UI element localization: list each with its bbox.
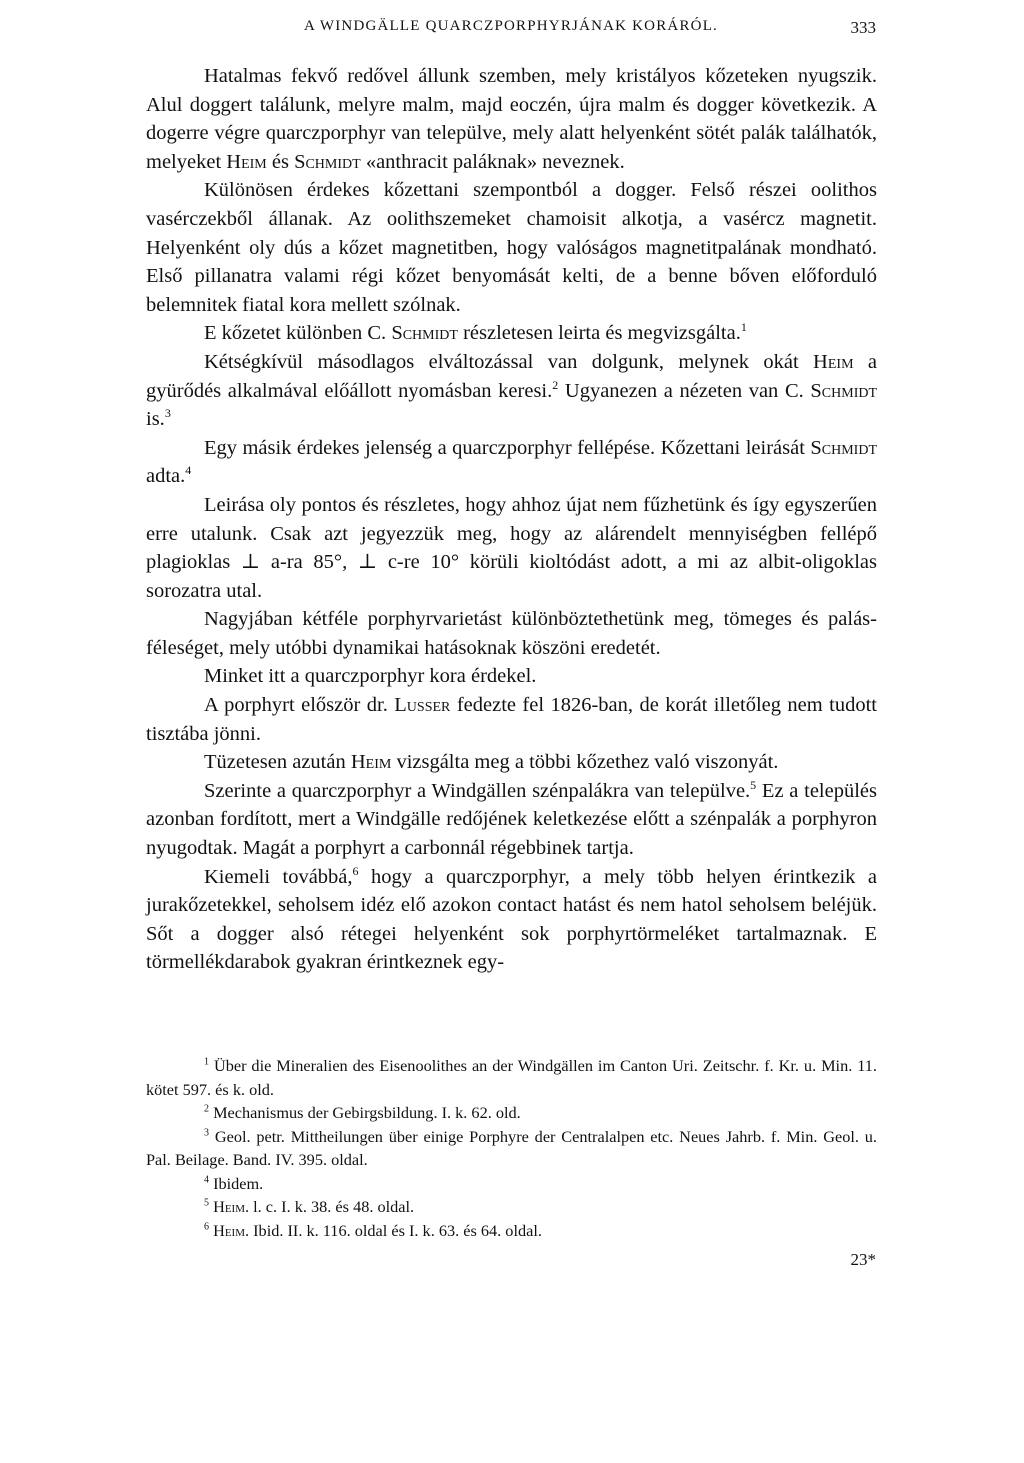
author-name: Schmidt bbox=[810, 379, 878, 402]
footnote-ref: 3 bbox=[164, 406, 171, 421]
paragraph: Minket itt a quarczporphyr kora érdekel. bbox=[204, 665, 537, 688]
paragraph: Kétségkívül másodlagos elváltozással van dolgunk, melynek okát Heim a gyürődés alkalmával előállott nyomásban keresi.$^2$ Ugyanezen a nézeten van C. Schmidt is.$^3$ bbox=[146, 350, 878, 431]
author-name: Lusser bbox=[394, 694, 451, 717]
body-text bbox=[146, 62, 877, 977]
paragraph: Hatalmas fekvő redővel állunk szemben, mely kristályos kőzeteken nyugszik. Alul doggert találunk, melyre malm, majd eoczén, újra malm és dogger következik. A dogerre végre quarczporphyr van települve, mely alatt helyenként sötét palák találhatók, melyeket Heim és Schmidt «anthracit paláknak» neveznek. bbox=[146, 65, 877, 173]
footnote: $^5$ Heim. l. c. I. k. 38. és 48. oldal. bbox=[204, 1197, 415, 1216]
paragraph: Leirása oly pontos és részletes, hogy ahhoz újat nem fűzhetünk és így egyszerűen erre utalunk. Csak azt jegyezzük meg, hogy az alárendelt mennyiségben fellépő plagioklas ⊥ a-ra 85°, ⊥ c-re 10° körüli kioltódást adott, a mi az albit-oligoklas sorozatra utal. bbox=[146, 493, 877, 602]
footnote-ref: 5 bbox=[750, 778, 757, 793]
paragraph: Tüzetesen azután Heim vizsgálta meg a többi kőzethez való viszonyát. bbox=[204, 751, 779, 774]
signature-mark: 23* bbox=[850, 1250, 876, 1269]
footnote-ref: 2 bbox=[552, 377, 559, 392]
paragraph: Különösen érdekes kőzettani szempontból a dogger. Felső részei oolithos vasérczekből állanak. Az oolithszemeket chamoisit alkotja, a vasércz magnetit. Helyenként oly dús a kőzet magnetitben, hogy valóságos magnetitpalának mondható. Első pillanatra valami régi kőzet benyomását kelti, de a benne bőven előforduló belemnitek fiatal kora mellett szólnak. bbox=[146, 179, 877, 316]
page-number: 333 bbox=[850, 18, 876, 37]
footnote: $^6$ Heim. Ibid. II. k. 116. oldal és I. k. 63. és 64. oldal. bbox=[204, 1220, 542, 1240]
paragraph: A porphyrt először dr. Lusser fedezte fel 1826-ban, de korát illetőleg nem tudott tisztába jönni. bbox=[146, 694, 877, 745]
paragraph: Egy másik érdekes jelenség a quarczporphyr fellépése. Kőzettani leirását Schmidt adta.$^4$ bbox=[146, 436, 877, 488]
paragraph: Kiemeli továbbá,$^6$ hogy a quarczporphyr, a mely több helyen érintkezik a jurakőzetekkel, seholsem idéz elő azokon contact hatást és nem hatol seholsem beléjük. Sőt a dogger alsó rétegei helyenként sok porphyrtörmeléket tartalmaznak. E törmellékdarabok gyakran érintkeznek egy- bbox=[146, 863, 877, 974]
author-name: Schmidt bbox=[391, 322, 458, 345]
footnote-number: 2 bbox=[204, 1103, 209, 1115]
paragraph: E kőzetet különben C. Schmidt részletesen leirta és megvizsgálta.$^1$ bbox=[204, 320, 747, 345]
paragraph: Nagyjában kétféle porphyrvarietást különböztethetünk meg, tömeges és palás-féleséget, mely utóbbi dynamikai hatásoknak köszöni eredetét. bbox=[146, 608, 877, 659]
author-name: Schmidt bbox=[294, 150, 361, 173]
author-name: Heim bbox=[813, 350, 854, 373]
footnote-number: 5 bbox=[204, 1197, 209, 1209]
footnote-ref: 4 bbox=[185, 463, 192, 478]
footnote-ref: 6 bbox=[352, 863, 359, 878]
author-name: Heim bbox=[213, 1197, 245, 1216]
running-title: A WINDGÄLLE QUARCZPORPHYRJÁNAK KORÁRÓL. bbox=[303, 18, 719, 34]
footnote-number: 3 bbox=[204, 1127, 209, 1139]
footnote: $^2$ Mechanismus der Gebirgsbildung. I. k. 62. old. bbox=[204, 1103, 521, 1122]
author-name: Heim bbox=[350, 751, 392, 774]
footnote: $^1$ Über die Mineralien des Eisenoolithes an der Windgällen im Canton Uri. Zeitschr. f. Kr. u. Min. 11. kötet 597. és k. old. bbox=[146, 1056, 877, 1099]
author-name: Heim bbox=[226, 150, 267, 173]
author-name: Heim bbox=[213, 1220, 245, 1240]
footnote: $^4$ Ibidem. bbox=[204, 1173, 264, 1193]
page-header bbox=[146, 18, 876, 48]
footnote: $^3$ Geol. petr. Mittheilungen über einige Porphyre der Centralalpen etc. Neues Jahrb. f. Min. Geol. u. Pal. Beilage. Band. IV. 395. oldal. bbox=[146, 1126, 877, 1169]
author-name: Schmidt bbox=[810, 436, 877, 459]
footnote-number: 6 bbox=[204, 1221, 209, 1233]
footnote-ref: 1 bbox=[740, 320, 747, 335]
footnote-number: 1 bbox=[204, 1056, 209, 1068]
footnote-number: 4 bbox=[204, 1174, 209, 1186]
paragraph: Szerinte a quarczporphyr a Windgällen szénpalákra van települve.$^5$ Ez a település azonban fordított, mert a Windgälle redőjének keletkezése előtt a szénpalák a porphyron nyugodtak. Magát a porphyrt a carbonnál régebbinek tartja. bbox=[146, 778, 877, 860]
footnotes bbox=[146, 1054, 877, 1242]
